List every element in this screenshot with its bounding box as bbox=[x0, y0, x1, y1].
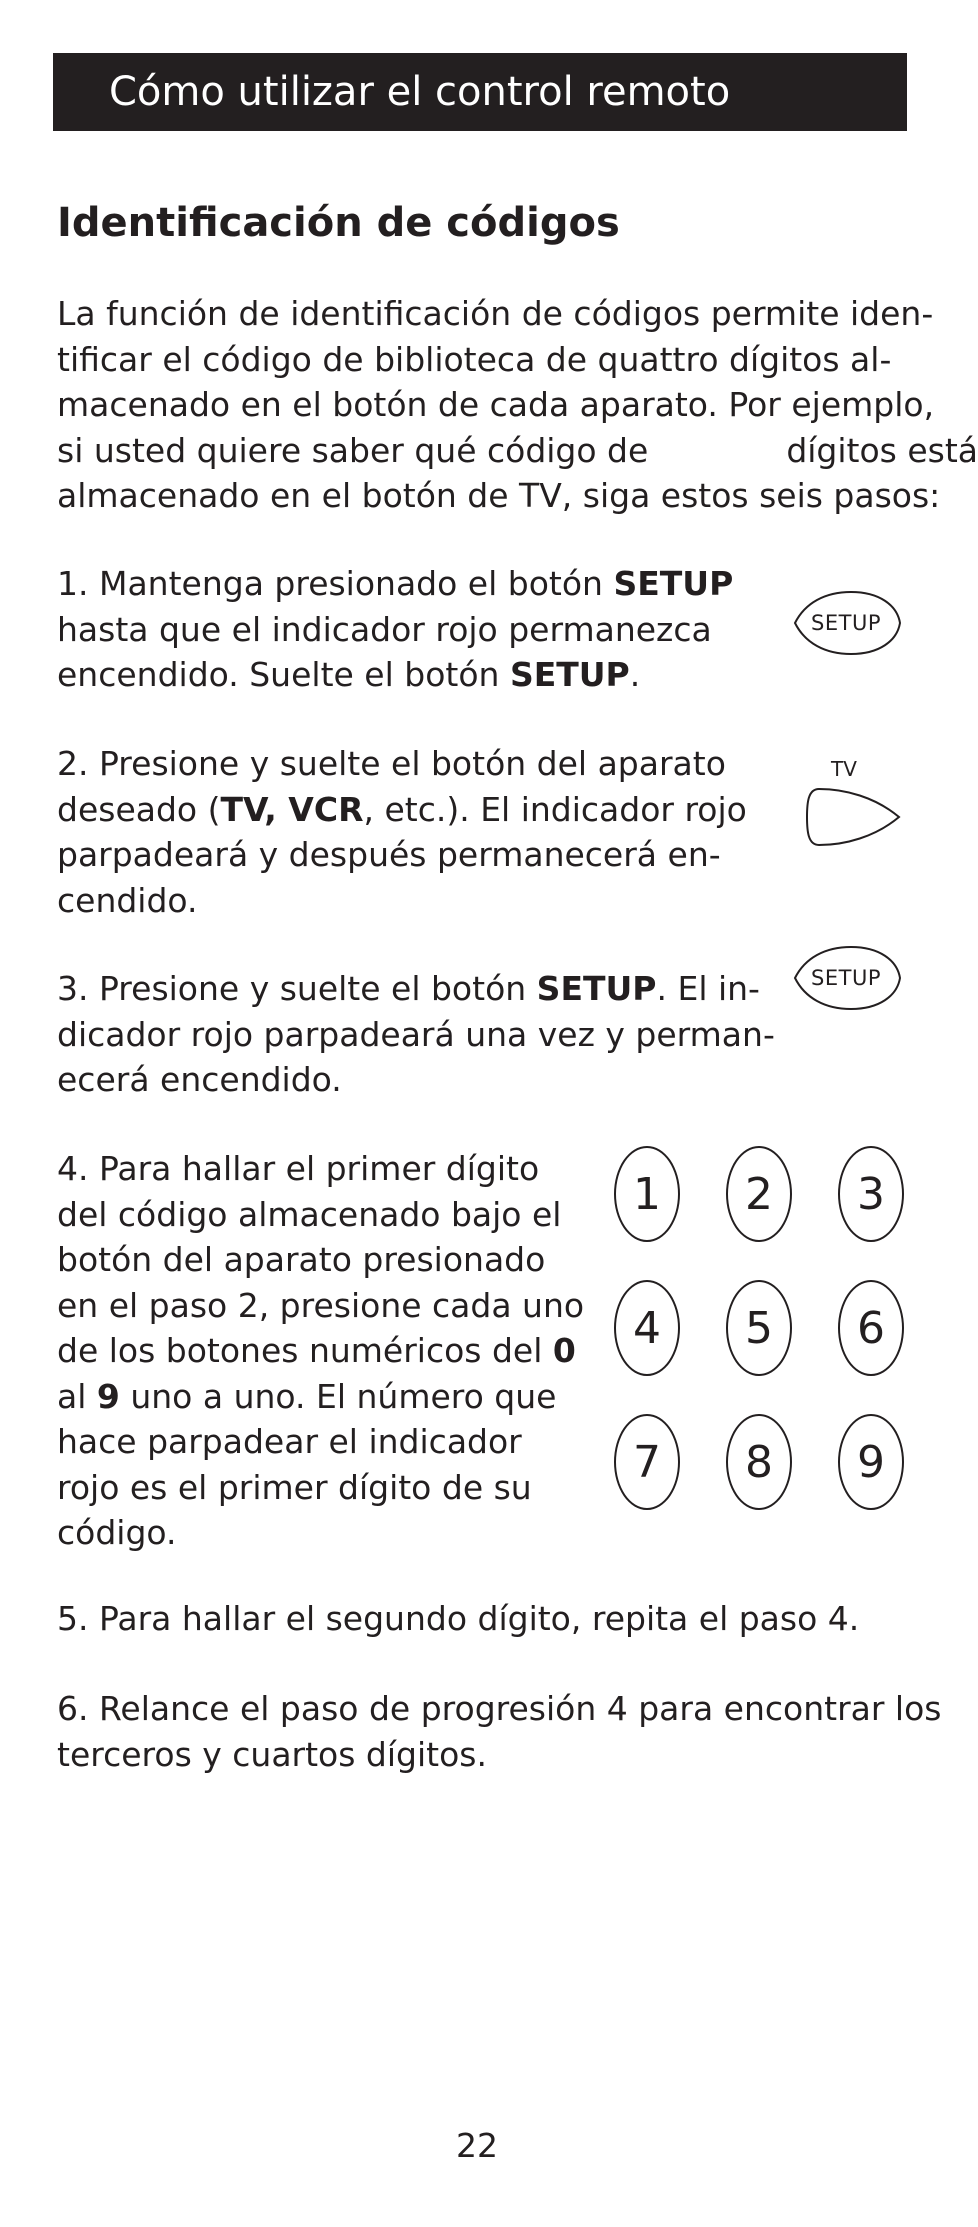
intro-line: macenado en el botón de cada aparato. Por ejemplo, bbox=[57, 385, 935, 424]
step-line: en el paso 2, presione cada uno bbox=[57, 1285, 585, 1325]
step-1 bbox=[57, 561, 733, 698]
tv-button-shape bbox=[805, 785, 903, 849]
step-bold-text: SETUP bbox=[509, 655, 630, 694]
step-line: hace parpadear el indicador bbox=[57, 1422, 522, 1461]
keypad-key-6: 6 bbox=[838, 1280, 904, 1376]
intro-line: La función de identificación de códigos permite iden- bbox=[57, 294, 934, 333]
header-title: Cómo utilizar el control remoto bbox=[109, 69, 731, 115]
step-text: 3. Presione y suelte el botón bbox=[57, 969, 537, 1008]
keypad-key-2: 2 bbox=[726, 1146, 792, 1242]
step-bold-text: 9 bbox=[96, 1376, 120, 1416]
step-bold-text: SETUP bbox=[613, 564, 734, 603]
step-line: código. bbox=[57, 1513, 177, 1552]
step-line: ecerá encendido. bbox=[57, 1060, 342, 1099]
setup-button-illustration bbox=[789, 589, 903, 657]
page-number: 22 bbox=[456, 2126, 498, 2165]
keypad-key-4: 4 bbox=[614, 1280, 680, 1376]
keypad-key-7: 7 bbox=[614, 1414, 680, 1510]
step-line bbox=[57, 1328, 584, 1374]
step-line: 6. Relance el paso de progresión 4 para encontrar los bbox=[57, 1689, 942, 1728]
intro-paragraph bbox=[57, 291, 978, 519]
intro-line: tificar el código de biblioteca de quattro dígitos al- bbox=[57, 339, 892, 379]
step-line: 2. Presione y suelte el botón del aparato bbox=[57, 744, 726, 783]
keypad-key-1: 1 bbox=[614, 1146, 680, 1242]
step-bold-text: SETUP bbox=[536, 969, 657, 1008]
intro-line bbox=[57, 428, 978, 474]
setup-button-label: SETUP bbox=[811, 611, 881, 635]
tv-button-label: TV bbox=[831, 757, 857, 781]
step-text: uno a uno. El número que bbox=[119, 1376, 557, 1416]
number-keypad-illustration bbox=[612, 1146, 907, 1512]
step-line: dicador rojo parpadeará una vez y perman- bbox=[57, 1014, 775, 1054]
step-6 bbox=[57, 1686, 941, 1777]
keypad-key-9: 9 bbox=[838, 1414, 904, 1510]
step-3 bbox=[57, 966, 775, 1103]
step-text: de los botones numéricos del bbox=[57, 1331, 553, 1370]
section-heading: Identificación de códigos bbox=[57, 200, 620, 246]
step-line: botón del aparato presionado bbox=[57, 1240, 546, 1279]
step-bold-text: 0 bbox=[552, 1331, 576, 1370]
step-line bbox=[57, 966, 775, 1012]
step-line: hasta que el indicador rojo permanezca bbox=[57, 609, 712, 649]
setup-button-label: SETUP bbox=[811, 966, 881, 990]
step-4 bbox=[57, 1146, 584, 1556]
keypad-key-5: 5 bbox=[726, 1280, 792, 1376]
step-line: 5. Para hallar el segundo dígito, repita el paso 4. bbox=[57, 1599, 860, 1638]
step-line: del código almacenado bajo el bbox=[57, 1194, 562, 1234]
step-line bbox=[57, 561, 733, 607]
tv-button-illustration bbox=[805, 785, 903, 849]
step-line bbox=[57, 652, 733, 698]
step-line: 4. Para hallar el primer dígito bbox=[57, 1149, 540, 1188]
step-line: parpadeará y después permanecerá en- bbox=[57, 835, 721, 874]
step-text: . El in- bbox=[656, 969, 760, 1008]
keypad-key-3: 3 bbox=[838, 1146, 904, 1242]
step-text: deseado ( bbox=[57, 789, 221, 829]
step-line: cendido. bbox=[57, 880, 198, 920]
step-line: rojo es el primer dígito de su bbox=[57, 1467, 532, 1507]
step-text: al bbox=[57, 1376, 97, 1416]
step-line bbox=[57, 1374, 584, 1420]
step-line: terceros y cuartos dígitos. bbox=[57, 1734, 487, 1774]
intro-line: almacenado en el botón de TV, siga estos seis pasos: bbox=[57, 476, 941, 515]
step-5 bbox=[57, 1596, 859, 1642]
step-text: 1. Mantenga presionado el botón bbox=[57, 564, 614, 603]
step-2 bbox=[57, 741, 747, 923]
keypad-key-8: 8 bbox=[726, 1414, 792, 1510]
intro-line-part: dígitos está bbox=[786, 430, 978, 470]
step-text: . bbox=[629, 655, 641, 694]
step-text: encendido. Suelte el botón bbox=[57, 655, 510, 694]
step-line bbox=[57, 787, 747, 833]
step-bold-text: TV, VCR bbox=[220, 789, 364, 829]
header-bar bbox=[53, 53, 907, 131]
intro-line-part: si usted quiere saber qué código de bbox=[57, 430, 649, 470]
setup-button-illustration bbox=[789, 944, 903, 1012]
step-text: , etc.). El indicador rojo bbox=[363, 789, 747, 829]
